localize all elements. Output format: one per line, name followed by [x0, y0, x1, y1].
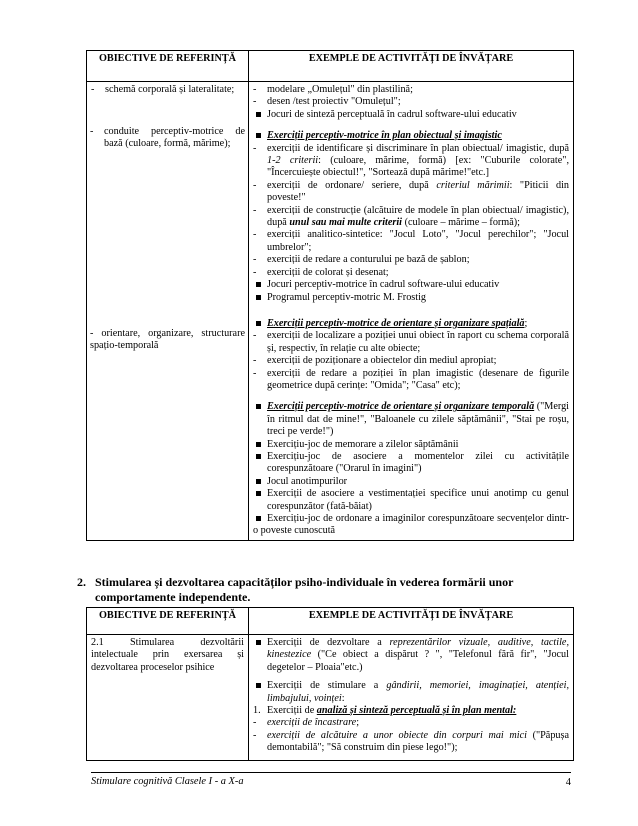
activity-item: exerciții de colorat și desenat;	[267, 266, 389, 278]
activity-item: Jocuri perceptiv-motrice în cadrul software-ului educativ	[267, 279, 500, 291]
square-bullet-icon	[253, 476, 265, 484]
activities-cell: - modelare „Omulețul" din plastilină; - desen /test proiectiv "Omulețul"; Jocuri de sinteză perceptuală în cadrul software-ului educativ Exerciții perceptiv-motrice în plan obiectual și imagistic - exerciții de identificare și discriminare în plan obiectual/ imagistic, după 1-2 criterii: (culoare, mărime, formă) [ex: "Cuburile colorate", "Încercuiește obiectul!", "Sortează după mărime!"etc.] - exerciții de ordonare/ seriere, după criteriul mărimii: "Piticii din poveste!" - exerciții de construcție (alcătuire de modele în plan obiectual/ imagistic), după unul sau mai multe criterii (culoare – mărime – formă); - exerciții analitico-sintetice: "Jocul Loto", "Jocul perechilor"; "Jocul umbrelor"; - exerciții de redare a conturului pe bază de șablon; - exerciții de colorat și desenat; Jocuri perceptiv-motrice în cadrul software-ului educativ Programul perceptiv-motric M. Frostig Exerciții perceptiv-motrice de orientare și organizare spațială; - exerciții de localizare a poziției unui obiect în raport cu schema corporală și, respectiv, în relație cu alte obiecte; - exerciții de poziționare a obiectelor din mediul apropiat; - exerciții de redare a poziției în plan imagistic (desenare de figurile geometrice după cerințe: "Omida"; "Casa" etc); Exerciții perceptiv-motrice de orientare și organizare temporală ("Mergi în ritmul dat de mine!", "Baloanele cu zilele săptămânii", "Stai pe roșu, treci pe verde!") Exercițiu-joc de memorare a zilelor săptămânii Exercițiu-joc de asociere a momentelor zilei cu activitățile corespunzătoare ("Orarul în imagini") Jocul anotimpurilor Exerciții de asociere a vestimentației specifice unui anotimp cu genul corespunzător (fată-băiat) Exercițiu-joc de ordonare a imaginilor corespunzătoare secvențelor dintr-o poveste cunoscută	[249, 82, 574, 541]
section-title: Stimularea și dezvoltarea capacităților psiho-individuale în vederea formării unor comportamente independente.	[95, 575, 514, 604]
square-bullet-icon	[253, 513, 265, 521]
table-header-objectives: OBIECTIVE DE REFERINȚĂ	[87, 51, 249, 82]
activity-item: Exerciții de asociere a vestimentației specifice unui anotimp cu genul corespunzător (fată-băiat)	[267, 488, 569, 512]
square-bullet-icon	[253, 130, 265, 138]
footer-divider	[91, 772, 571, 773]
square-bullet-icon	[253, 637, 265, 645]
activities-cell: Exerciții de dezvoltare a reprezentărilor vizuale, auditive, tactile, kinestezice ("Ce obiect a dispărut ? ", "Telefonul fără fir", "Jocul degetelor – Ploaia"etc.) Exerciții de stimulare a gândirii, memoriei, imaginației, atenției, limbajului, voinței: 1. Exerciții de analiză și sinteză perceptuală și în plan mental: - exerciții de încastrare; - exerciții de alcătuire a unor obiecte din corpuri mai mici ("Păpușa demontabilă"; "Să construim din piese lego!");	[249, 635, 574, 761]
table-header-activities: EXEMPLE DE ACTIVITĂȚI DE ÎNVĂȚARE	[249, 608, 574, 635]
table-header-activities: EXEMPLE DE ACTIVITĂȚI DE ÎNVĂȚARE	[249, 51, 574, 82]
activity-item: desen /test proiectiv "Omulețul";	[267, 96, 401, 108]
footer-text: Stimulare cognitivă Clasele I - a X-a	[91, 776, 244, 787]
activity-item: exerciții de redare a conturului pe bază de șablon;	[267, 254, 470, 266]
objective-text: schemă corporală și lateralitate;	[105, 84, 235, 95]
section-heading	[77, 575, 565, 605]
activity-heading: Exerciții perceptiv-motrice în plan obiectual și imagistic	[267, 130, 502, 142]
activity-item: Exercițiu-joc de ordonare a imaginilor corespunzătoare secvențelor dintr-o poveste cunoscută	[253, 513, 569, 537]
page-number: 4	[565, 777, 571, 788]
square-bullet-icon	[253, 451, 265, 459]
square-bullet-icon	[253, 318, 265, 326]
objective-text: conduite perceptiv-motrice de bază (culoare, formă, mărime);	[104, 126, 245, 150]
activity-item: exerciții de redare a poziției în plan imagistic (desenare de figurile geometrice după cerințe: "Omida"; "Casa" etc);	[267, 367, 569, 391]
objective-text: 2.1 Stimularea dezvoltării intelectuale prin exersarea și dezvoltarea proceselor psihice	[91, 637, 244, 673]
objectives-table-1	[86, 50, 574, 541]
activity-item: exerciții de poziționare a obiectelor din mediul apropiat;	[267, 355, 497, 367]
objective-cell: - schemă corporală și lateralitate;	[87, 82, 249, 541]
table-header-objectives: OBIECTIVE DE REFERINȚĂ	[87, 608, 249, 635]
activity-item: Programul perceptiv-motric M. Frostig	[267, 291, 427, 303]
activity-item: modelare „Omulețul" din plastilină;	[267, 84, 413, 95]
square-bullet-icon	[253, 488, 265, 496]
activity-heading: Exerciții perceptiv-motrice de orientare și organizare spațială	[267, 317, 525, 329]
activity-heading: Exerciții perceptiv-motrice de orientare și organizare temporală	[267, 401, 535, 413]
objective-cell-3: - orientare, organizare, structurare spațio-temporală	[90, 328, 245, 352]
objective-cell	[87, 635, 249, 761]
square-bullet-icon	[253, 279, 265, 287]
square-bullet-icon	[253, 109, 265, 117]
activity-item: Exercițiu-joc de asociere a momentelor zilei cu activitățile corespunzătoare ("Orarul în imagini")	[267, 450, 569, 475]
square-bullet-icon	[253, 680, 265, 688]
activity-item: exerciții analitico-sintetice: "Jocul Loto", "Jocul perechilor"; "Jocul umbrelor";	[267, 229, 569, 253]
activity-item: Exercițiu-joc de memorare a zilelor săptămânii	[267, 438, 459, 450]
page-footer	[91, 772, 571, 787]
activity-item: Jocuri de sinteză perceptuală în cadrul software-ului educativ	[267, 108, 517, 120]
square-bullet-icon	[253, 292, 265, 300]
square-bullet-icon	[253, 401, 265, 409]
list-number: 1.	[253, 705, 261, 717]
square-bullet-icon	[253, 439, 265, 447]
objective-cell-2: - conduite perceptiv-motrice de bază (culoare, formă, mărime);	[90, 126, 245, 150]
activity-item: exerciții de localizare a poziției unui obiect în raport cu schema corporală și, respectiv, în relație cu alte obiecte;	[267, 330, 569, 354]
objectives-table-2	[86, 607, 574, 761]
objective-text: orientare, organizare, structurare spațio-temporală	[90, 328, 245, 352]
activity-item: Jocul anotimpurilor	[267, 475, 348, 487]
table-row	[87, 635, 574, 761]
section-number: 2.	[77, 575, 86, 589]
